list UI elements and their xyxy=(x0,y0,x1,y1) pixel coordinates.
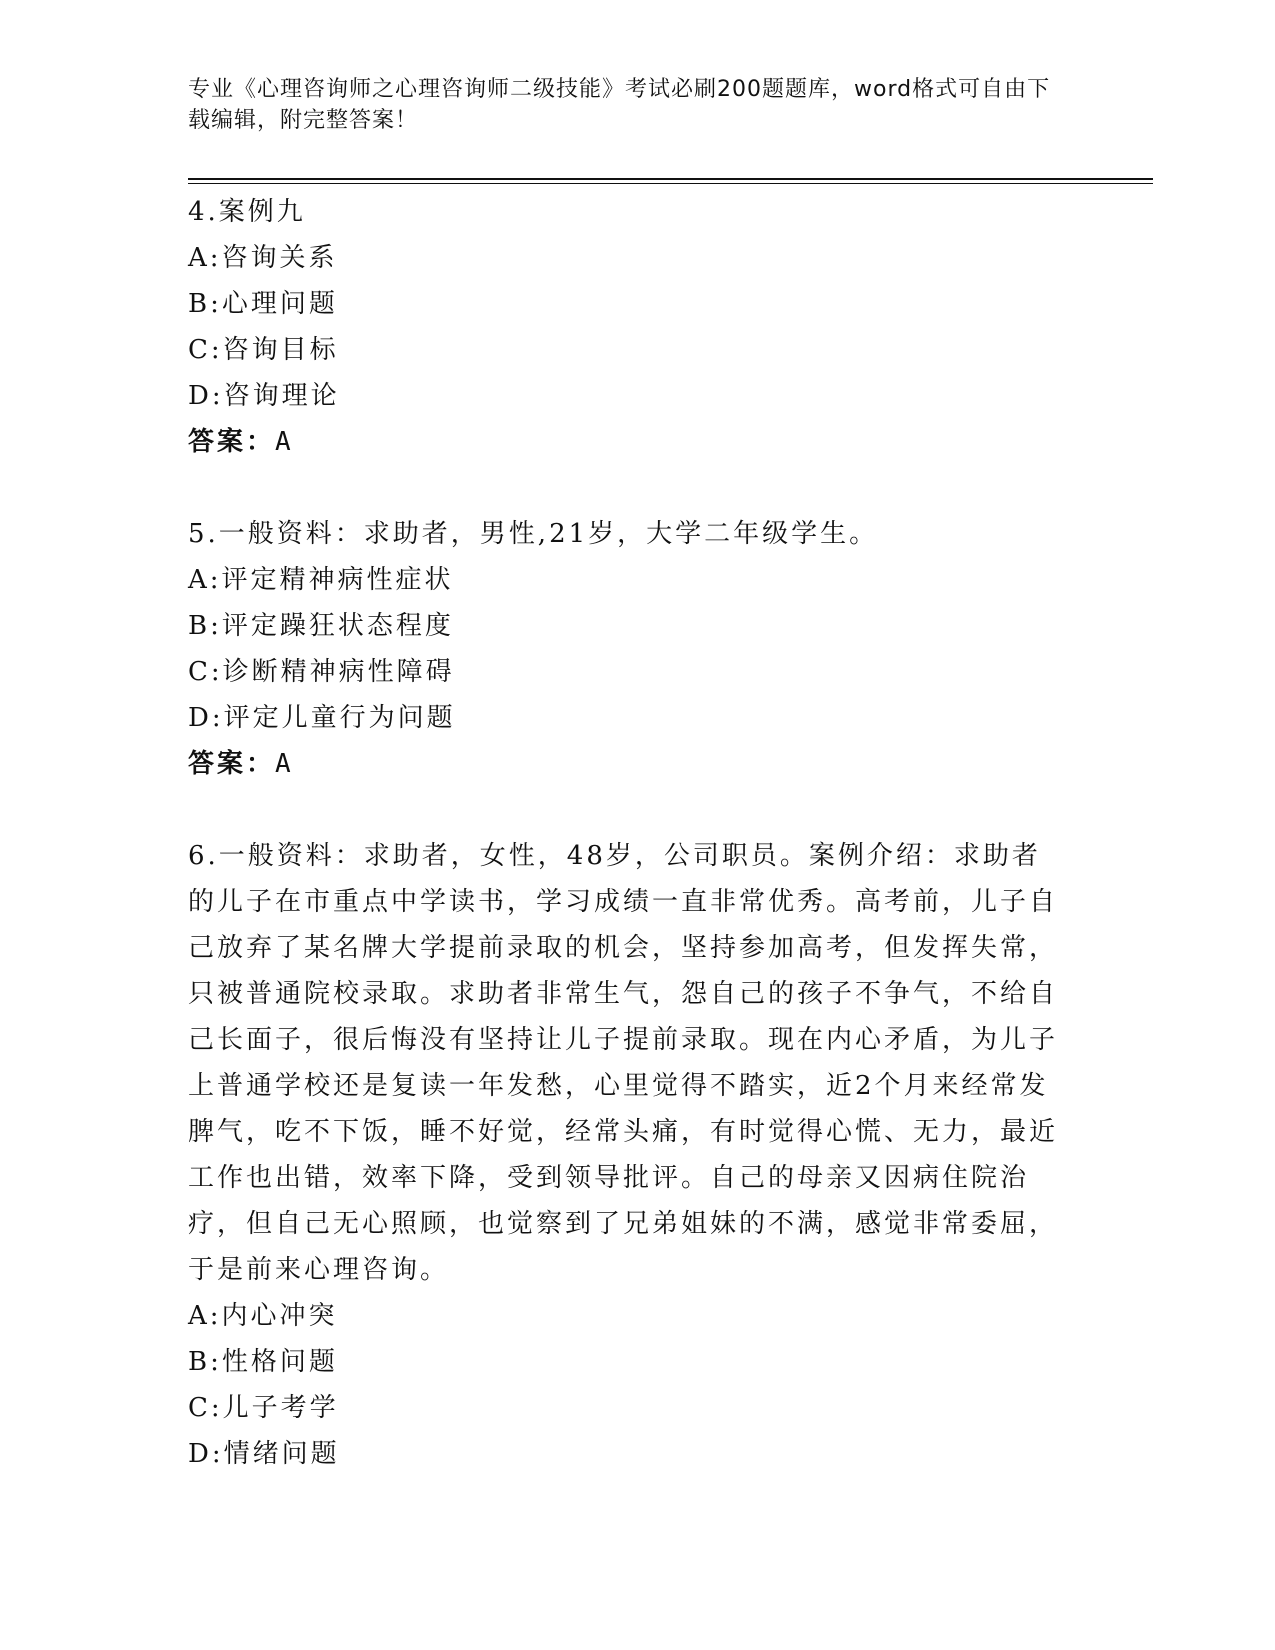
option-a: A:内心冲突 xyxy=(188,1301,338,1331)
option-d: D:咨询理论 xyxy=(188,381,340,411)
option-b: B:心理问题 xyxy=(188,289,338,319)
question-4 xyxy=(188,189,1068,465)
answer-label: 答案： xyxy=(188,749,276,779)
answer-line xyxy=(188,419,1068,465)
question-5 xyxy=(188,511,1068,787)
option-d: D:评定儿童行为问题 xyxy=(188,703,456,733)
question-list xyxy=(188,189,1068,1477)
spacer xyxy=(188,465,1068,511)
answer-label: 答案： xyxy=(188,427,276,457)
question-stem: 6.一般资料：求助者，女性，48岁，公司职员。案例介绍：求助者的儿子在市重点中学读书，学习成绩一直非常优秀。高考前，儿子自己放弃了某名牌大学提前录取的机会，坚持参加高考，但发挥失常，只被普通院校录取。求助者非常生气，怨自己的孩子不争气，不给自己长面子，很后悔没有坚持让儿子提前录取。现在内心矛盾，为儿子上普通学校还是复读一年发愁，心里觉得不踏实，近2个月来经常发脾气，吃不下饭，睡不好觉，经常头痛，有时觉得心慌、无力，最近工作也出错，效率下降，受到领导批评。自己的母亲又因病住院治疗，但自己无心照顾，也觉察到了兄弟姐妹的不满，感觉非常委屈，于是前来心理咨询。 xyxy=(188,841,1059,1285)
question-6 xyxy=(188,833,1068,1477)
question-stem: 5.一般资料：求助者，男性,21岁，大学二年级学生。 xyxy=(188,519,879,549)
option-a: A:评定精神病性症状 xyxy=(188,565,454,595)
page-header: 专业《心理咨询师之心理咨询师二级技能》考试必刷200题题库，word格式可自由下载编辑，附完整答案！ xyxy=(188,77,1051,133)
question-stem: 4.案例九 xyxy=(188,197,306,227)
option-c: C:咨询目标 xyxy=(188,335,339,365)
option-d: D:情绪问题 xyxy=(188,1439,340,1469)
option-a: A:咨询关系 xyxy=(188,243,338,273)
answer-line xyxy=(188,741,1068,787)
header-divider-thick xyxy=(188,178,1153,180)
header-divider-thin xyxy=(188,183,1153,184)
option-b: B:性格问题 xyxy=(188,1347,338,1377)
answer-value: A xyxy=(275,749,294,779)
option-c: C:诊断精神病性障碍 xyxy=(188,657,455,687)
answer-value: A xyxy=(275,427,294,457)
option-b: B:评定躁狂状态程度 xyxy=(188,611,454,641)
option-c: C:儿子考学 xyxy=(188,1393,339,1423)
spacer xyxy=(188,787,1068,833)
